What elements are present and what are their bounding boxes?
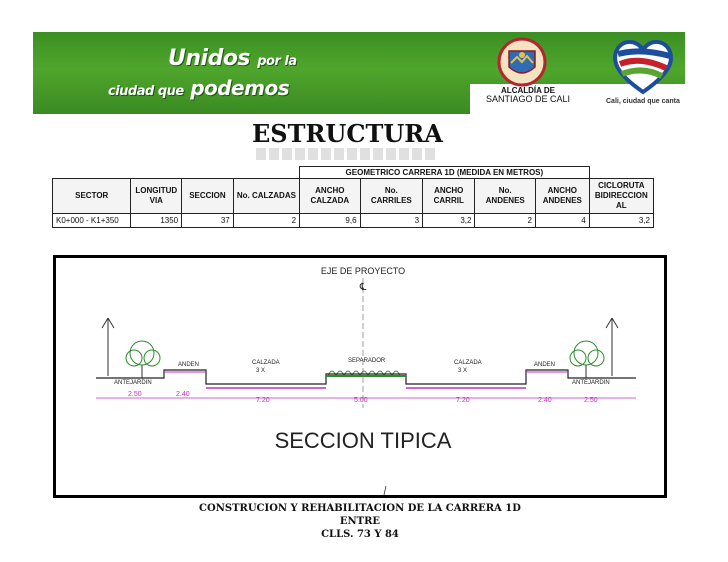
col-ancho-calzada: ANCHO CALZADA [300,179,360,214]
dim-separador: 5.00 [354,397,368,404]
light-pole-left-icon [102,318,114,376]
label-antejardin-left: ANTEJARDIN [114,380,152,386]
label-antejardin-right: ANTEJARDIN [572,380,610,386]
slogan-unidos: Unidos [168,46,251,71]
col-cicloruta: CICLORUTA BIDIRECCION AL [589,179,653,214]
col-seccion: SECCION [182,179,234,214]
table-header-row [53,179,654,214]
dim-antejardin-right: 2.50 [584,397,598,404]
center-tick [384,486,386,495]
dim-antejardin-left: 2.50 [128,391,142,398]
cell-longitud: 1350 [131,214,182,228]
slogan-ciudad-que: ciudad que [108,84,184,99]
col-longitud: LONGITUD VIA [131,179,182,214]
tree-left-icon [126,341,160,378]
alcaldia-line-2: SANTIAGO DE CALI [485,94,571,104]
cell-seccion: 37 [182,214,234,228]
col-sector: SECTOR [53,179,131,214]
page-title: ESTRUCTURA [252,119,443,148]
cross-section-drawing [53,255,667,498]
dim-anden-left: 2.40 [176,391,190,398]
dim-calzada-left: 7.20 [256,397,270,404]
col-andenes: No. ANDENES [475,179,536,214]
heart-logo-icon [610,34,676,96]
light-pole-right-icon [606,318,618,376]
col-calzadas: No. CALZADAS [233,179,299,214]
label-anden-right: ANDEN [534,362,556,368]
table-caption: GEOMETRICO CARRERA 1D (MEDIDA EN METROS) [300,167,590,179]
section-title: SECCION TIPICA [274,428,452,453]
col-ancho-andenes: ANCHO ANDENES [535,179,589,214]
slogan-podemos: podemos [190,76,290,100]
alcaldia-logo-text [478,86,578,104]
slogan-line-2 [108,76,289,100]
label-anden-left: ANDEN [178,362,200,368]
geometry-table [52,166,654,228]
eje-label: EJE DE PROYECTO [320,266,406,276]
centerline-symbol: ℄ [359,282,367,293]
cross-section-svg [56,258,664,495]
col-ancho-carril: ANCHO CARRIL [423,179,475,214]
cali-brand-text: Cali, ciudad que canta [606,98,680,105]
city-seal-icon [497,37,547,87]
dim-calzada-right: 7.20 [456,397,470,404]
label-carriles-left: 3 X [256,368,266,374]
cell-cicloruta: 3,2 [589,214,653,228]
col-carriles: No. CARRILES [360,179,423,214]
dim-anden-right: 2.40 [538,397,552,404]
table-row [53,214,654,228]
label-carriles-right: 3 X [458,368,468,374]
cell-carriles: 3 [360,214,423,228]
label-calzada-right: CALZADA [454,360,482,366]
footer-line-2: CLLS. 73 Y 84 [321,529,399,540]
label-calzada-left: CALZADA [252,360,280,366]
cell-andenes: 2 [475,214,536,228]
cell-calzadas: 2 [233,214,299,228]
cell-ancho-calzada: 9,6 [300,214,360,228]
cell-ancho-carril: 3,2 [423,214,475,228]
label-separador: SEPARADOR [348,358,386,364]
footer-line-1: CONSTRUCION Y REHABILITACION DE LA CARRERA 1D ENTRE [199,503,521,527]
slogan-line-1 [168,46,297,71]
alcaldia-line-1: ALCALDÍA DE [501,86,555,95]
slogan-por-la: por la [257,54,297,69]
tree-right-icon [570,341,604,378]
footer-caption [180,502,540,541]
title-reflection [256,148,436,160]
cell-sector: K0+000 - K1+350 [53,214,131,228]
cell-ancho-andenes: 4 [535,214,589,228]
